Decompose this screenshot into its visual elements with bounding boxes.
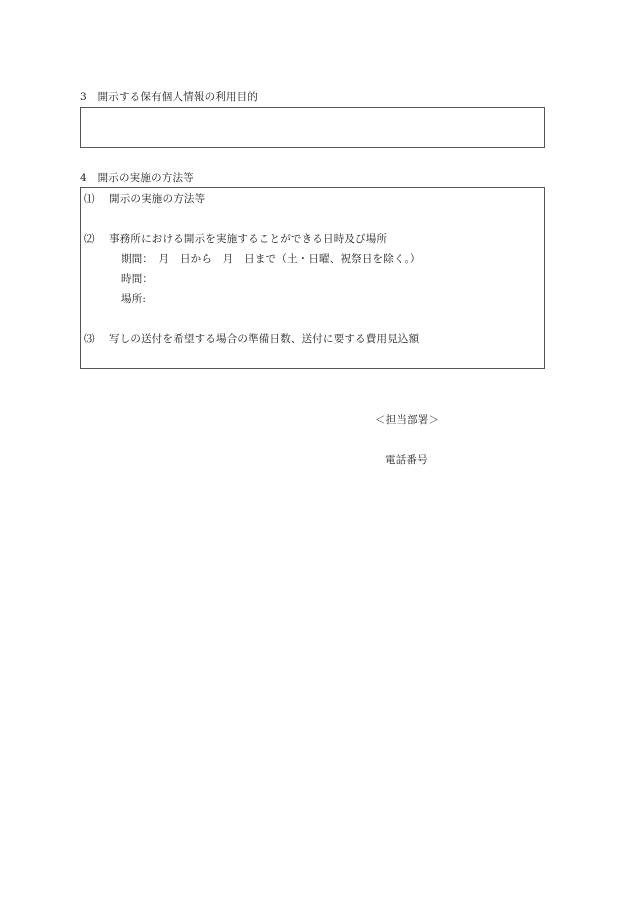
item1-label: 開示の実施の方法等 <box>109 193 206 205</box>
phone-label: 電話番号 <box>385 454 428 466</box>
item2-label: 事務所における開示を実施することができる日時及び場所 <box>109 233 388 245</box>
purpose-of-use-box <box>80 107 545 148</box>
item3-label: 写しの送付を希望する場合の準備日数、送付に要する費用見込額 <box>109 333 420 345</box>
department-label: ＜担当部署＞ <box>375 414 440 426</box>
item2-place: 場所: <box>121 293 147 305</box>
item2-time: 時間： <box>121 273 154 285</box>
item2-period: 期間： 月 日から 月 日まで（土・日曜、祝祭日を除く。） <box>121 253 421 265</box>
item3-number: ⑶ <box>84 333 95 345</box>
section3-heading: 3 開示する保有個人情報の利用目的 <box>80 91 259 103</box>
item2-number: ⑵ <box>84 233 95 245</box>
section4-heading: 4 開示の実施の方法等 <box>80 172 194 184</box>
item1-number: ⑴ <box>84 193 95 205</box>
